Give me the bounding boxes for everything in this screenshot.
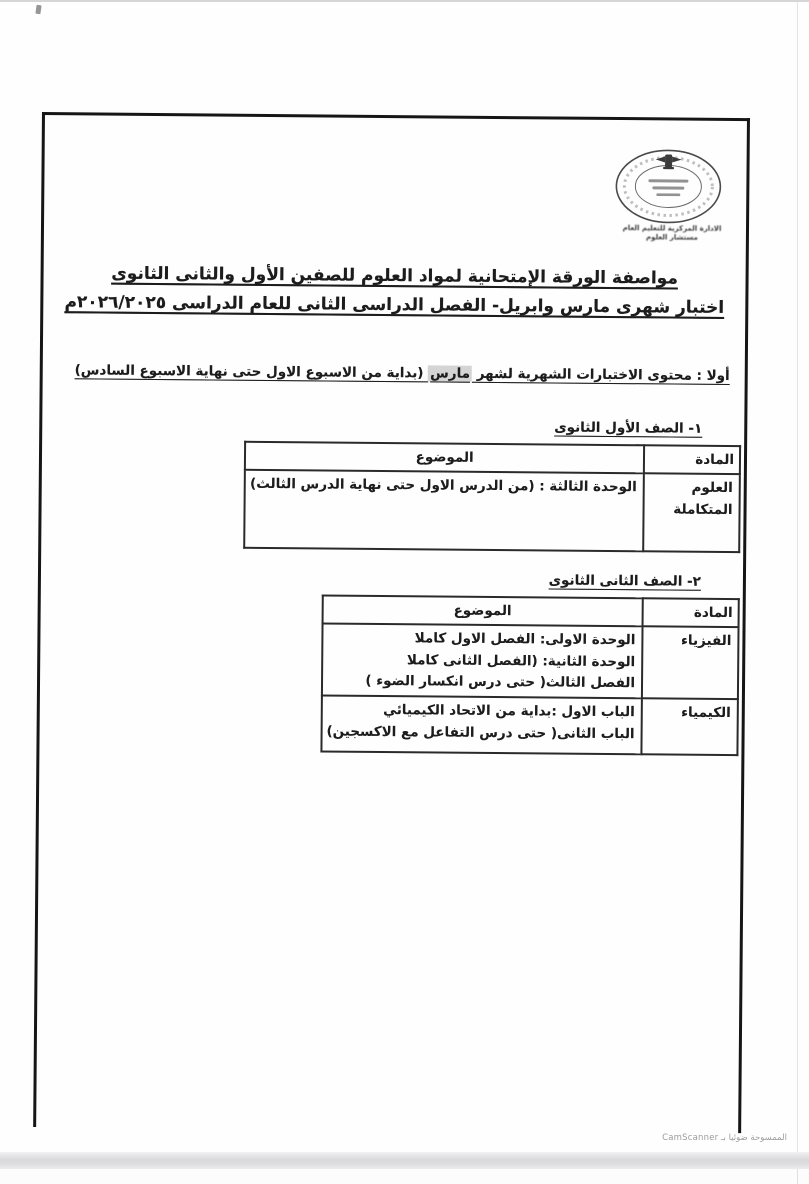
subject-cell: الفيزياء bbox=[642, 626, 739, 699]
seal-caption-line1: الادارة المركزية للتعليم العام bbox=[622, 224, 722, 233]
subject-cell: العلوم المتكاملة bbox=[643, 473, 740, 552]
table-row bbox=[321, 695, 738, 755]
topic-line: الوحدة الاولى: الفصل الاول كاملا bbox=[414, 630, 636, 649]
topic-line: الوحدة الثانية: (الفصل الثانى كاملا bbox=[406, 651, 636, 670]
topic-line: الباب الاول :بداية من الاتحاد الكيميائي bbox=[383, 701, 635, 721]
ministry-seal-icon bbox=[612, 146, 725, 227]
scan-right-edge bbox=[797, 2, 798, 1152]
document-title bbox=[55, 259, 733, 323]
seal-caption bbox=[596, 224, 748, 244]
topic-cell bbox=[322, 623, 643, 698]
table-row bbox=[245, 470, 740, 552]
topic-line: الوحدة الثالثة : (من الدرس الاول حتى نهاية الدرس الثالث) bbox=[250, 475, 637, 496]
table-header-row bbox=[245, 442, 740, 474]
intro-highlighted-month: مارس bbox=[430, 365, 471, 382]
intro-suffix: (بداية من الاسبوع الاول حتى نهاية الاسبوع السادس) bbox=[74, 362, 429, 382]
topic-cell bbox=[321, 695, 642, 754]
title-line-1: مواصفة الورقة الإمتحانية لمواد العلوم للصفين الأول والثانى الثانوى bbox=[111, 263, 679, 289]
section-heading-grade1: ١- الصف الأول الثانوى bbox=[554, 419, 703, 437]
grade1-spec-table bbox=[244, 441, 742, 553]
next-page-edge bbox=[0, 1169, 809, 1184]
column-header-topic: الموضوع bbox=[322, 595, 642, 626]
column-header-topic: الموضوع bbox=[245, 442, 644, 473]
table-row bbox=[322, 623, 739, 699]
topic-cell bbox=[245, 470, 644, 551]
column-header-subject: المادة bbox=[643, 598, 739, 627]
column-header-subject: المادة bbox=[644, 445, 740, 474]
intro-prefix: أولا : محتوى الاختبارات الشهرية لشهر bbox=[471, 365, 730, 385]
table-header-row bbox=[322, 595, 738, 627]
topic-line: الفصل الثالث( حتى درس انكسار الضوء ) bbox=[365, 673, 636, 692]
subject-cell: الكيمياء bbox=[641, 698, 737, 755]
camscanner-watermark: الممسوحة ضوئيا بـ CamScanner bbox=[662, 1133, 787, 1143]
next-page-right-edge bbox=[797, 1169, 798, 1184]
topic-line: الباب الثانى( حتى درس التفاعل مع الاكسجين) bbox=[326, 723, 635, 742]
seal-caption-line2: مستشار العلوم bbox=[645, 233, 698, 243]
grade2-spec-table bbox=[320, 594, 739, 756]
monthly-exams-intro-heading bbox=[51, 362, 730, 384]
scanned-page bbox=[0, 2, 809, 1152]
title-line-2: اختبار شهرى مارس وابريل- الفصل الدراسى الثانى للعام الدراسى ٢٠٢٦/٢٠٢٥م bbox=[64, 292, 725, 318]
page-separator-band bbox=[0, 1152, 809, 1169]
document-border-frame bbox=[33, 112, 750, 1133]
eagle-emblem-icon bbox=[656, 154, 682, 169]
scan-artifact-mark bbox=[35, 5, 41, 15]
section-heading-grade2: ٢- الصف الثانى الثانوى bbox=[548, 572, 701, 590]
